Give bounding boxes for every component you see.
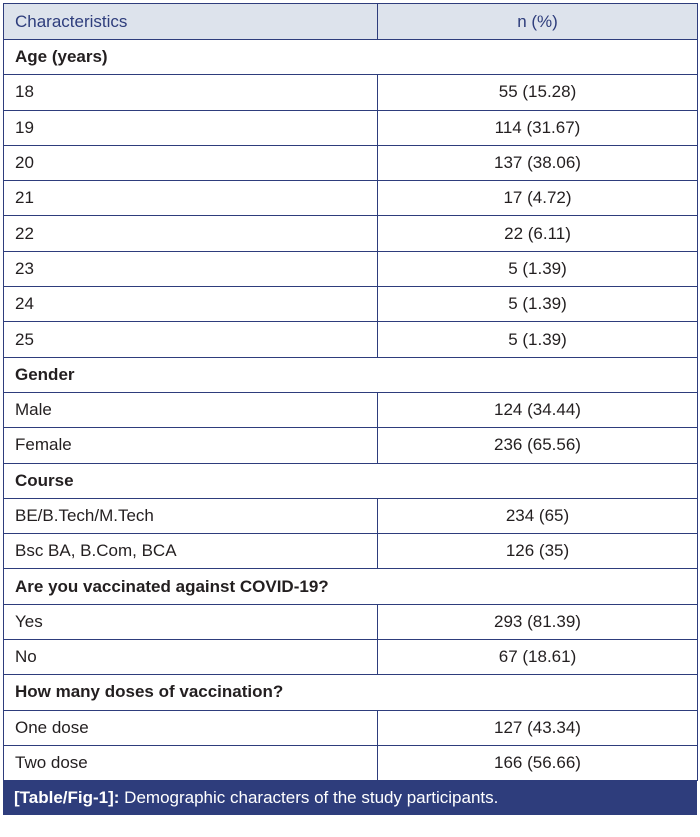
table-row — [4, 75, 698, 110]
row-value: 236 (65.56) — [378, 428, 698, 463]
row-value: 234 (65) — [378, 498, 698, 533]
section-course — [4, 463, 698, 498]
row-label: Female — [4, 428, 378, 463]
row-value: 137 (38.06) — [378, 145, 698, 180]
section-title: Course — [4, 463, 698, 498]
row-value: 126 (35) — [378, 534, 698, 569]
row-label: 22 — [4, 216, 378, 251]
table-row — [4, 604, 698, 639]
table-row — [4, 534, 698, 569]
row-value: 124 (34.44) — [378, 392, 698, 427]
header-characteristics: Characteristics — [4, 4, 378, 40]
row-label: BE/B.Tech/M.Tech — [4, 498, 378, 533]
row-value: 22 (6.11) — [378, 216, 698, 251]
section-doses — [4, 675, 698, 710]
table-row — [4, 428, 698, 463]
section-gender — [4, 357, 698, 392]
row-label: No — [4, 640, 378, 675]
table-caption — [3, 781, 697, 815]
table-row — [4, 287, 698, 322]
row-value: 114 (31.67) — [378, 110, 698, 145]
table-row — [4, 710, 698, 745]
row-value: 67 (18.61) — [378, 640, 698, 675]
caption-label: [Table/Fig-1]: — [14, 788, 120, 808]
demographics-table — [3, 3, 698, 781]
row-label: Two dose — [4, 745, 378, 780]
table-row — [4, 110, 698, 145]
table-row — [4, 498, 698, 533]
row-label: 19 — [4, 110, 378, 145]
section-vaccinated — [4, 569, 698, 604]
row-value: 55 (15.28) — [378, 75, 698, 110]
section-title: Gender — [4, 357, 698, 392]
row-label: 25 — [4, 322, 378, 357]
table-row — [4, 181, 698, 216]
row-value: 5 (1.39) — [378, 251, 698, 286]
section-title: How many doses of vaccination? — [4, 675, 698, 710]
row-value: 293 (81.39) — [378, 604, 698, 639]
table-row — [4, 145, 698, 180]
caption-text: Demographic characters of the study participants. — [119, 788, 499, 808]
row-value: 5 (1.39) — [378, 322, 698, 357]
row-label: 18 — [4, 75, 378, 110]
table-row — [4, 745, 698, 780]
row-label: One dose — [4, 710, 378, 745]
table-row — [4, 322, 698, 357]
row-label: 24 — [4, 287, 378, 322]
section-title: Age (years) — [4, 40, 698, 75]
row-label: 23 — [4, 251, 378, 286]
row-value: 166 (56.66) — [378, 745, 698, 780]
row-value: 127 (43.34) — [378, 710, 698, 745]
row-value: 17 (4.72) — [378, 181, 698, 216]
row-label: Bsc BA, B.Com, BCA — [4, 534, 378, 569]
table-row — [4, 392, 698, 427]
demographics-table-container — [3, 3, 697, 815]
row-label: 21 — [4, 181, 378, 216]
row-label: 20 — [4, 145, 378, 180]
row-value: 5 (1.39) — [378, 287, 698, 322]
row-label: Yes — [4, 604, 378, 639]
row-label: Male — [4, 392, 378, 427]
section-title: Are you vaccinated against COVID-19? — [4, 569, 698, 604]
table-row — [4, 640, 698, 675]
section-age — [4, 40, 698, 75]
table-row — [4, 216, 698, 251]
header-n-percent: n (%) — [378, 4, 698, 40]
table-row — [4, 251, 698, 286]
table-header-row — [4, 4, 698, 40]
